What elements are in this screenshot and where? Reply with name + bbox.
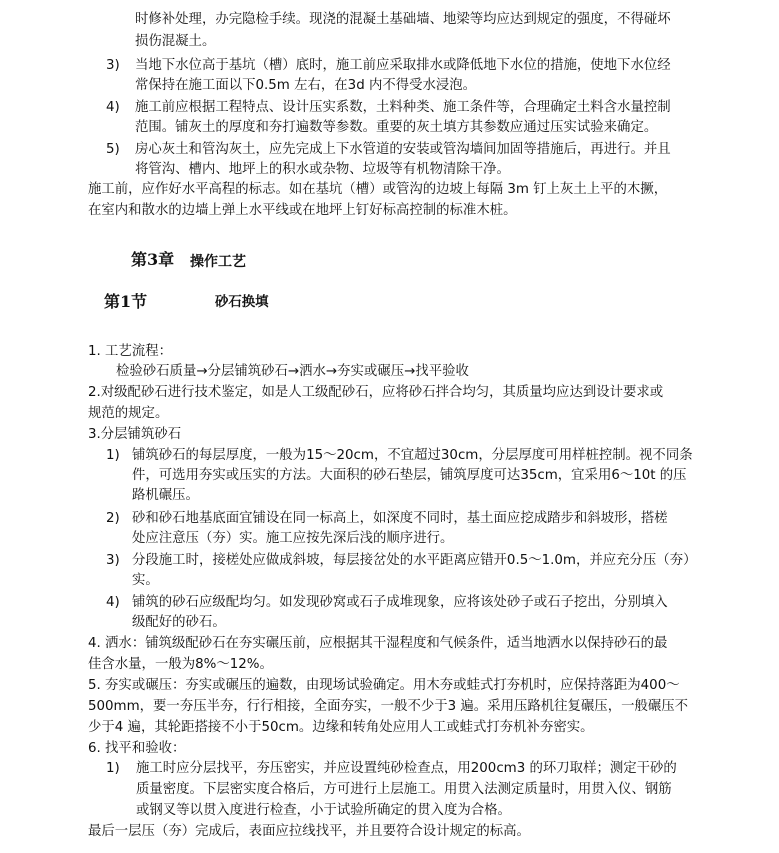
step-3-item-3-line1: 分段施工时，接槎处应做成斜坡，每层接岔处的水平距离应错开0.5～1.0m，并应充分压（夯） bbox=[132, 553, 697, 568]
step-3-item-3-number: 3) bbox=[106, 553, 120, 568]
step-3-item-4-number: 4) bbox=[106, 595, 120, 610]
paragraph-line: 在室内和散水的边墙上弹上水平线或在地坪上钉好标高控制的标准木桩。 bbox=[88, 203, 517, 218]
chapter-number: 第3章 bbox=[131, 250, 175, 269]
closing-line: 最后一层压（夯）完成后，表面应拉线找平，并且要符合设计规定的标高。 bbox=[88, 824, 530, 839]
step-3-item-2-number: 2) bbox=[106, 511, 120, 526]
step-6-heading: 6. 找平和验收： bbox=[88, 741, 186, 756]
step-3-heading: 3.分层铺筑砂石 bbox=[88, 427, 182, 442]
paragraph-line: 施工前，应作好水平高程的标志。如在基坑（槽）或管沟的边坡上每隔 3m 钉上灰土上平的木撅， bbox=[88, 182, 668, 197]
step-5-line2: 500mm，要一夯压半夯，行行相接，全面夯实，一般不少于3 遍。采用压路机往复碾压，一般碾压不 bbox=[88, 699, 689, 714]
list-item-5-line1: 房心灰土和管沟灰土，应先完成上下水管道的安装或管沟墙间加固等措施后，再进行。并且 bbox=[135, 142, 671, 157]
step-2-line2: 规范的规定。 bbox=[88, 406, 169, 421]
section-number: 第1节 bbox=[104, 292, 148, 311]
list-item-2-continued-line2: 损伤混凝土。 bbox=[135, 34, 216, 49]
list-item-3-line2: 常保持在施工面以下0.5m 左右，在3d 内不得受水浸泡。 bbox=[135, 78, 477, 93]
step-1-heading: 1. 工艺流程： bbox=[88, 344, 172, 359]
list-item-5-number: 5) bbox=[106, 142, 120, 157]
list-item-3-number: 3) bbox=[106, 58, 120, 73]
step-3-item-1-line2: 件，可选用夯实或压实的方法。大面积的砂石垫层，铺筑厚度可达35cm，宜采用6～10t 的压 bbox=[132, 468, 687, 483]
list-item-5-line2: 将管沟、槽内、地坪上的积水或杂物、垃圾等有机物清除干净。 bbox=[135, 162, 510, 177]
step-3-item-2-line2: 处应注意压（夯）实。施工应按先深后浅的顺序进行。 bbox=[132, 531, 454, 546]
step-3-item-4-line2: 级配好的砂石。 bbox=[132, 615, 226, 630]
step-3-item-1-line1: 铺筑砂石的每层厚度，一般为15～20cm，不宜超过30cm，分层厚度可用样桩控制。视不同条 bbox=[132, 448, 693, 463]
step-4-line1: 4. 洒水：铺筑级配砂石在夯实碾压前，应根据其干湿程度和气候条件，适当地洒水以保持砂石的最 bbox=[88, 636, 668, 651]
step-6-item-1-line3: 或钢叉等以贯入度进行检查，小于试验所确定的贯入度为合格。 bbox=[136, 803, 511, 818]
step-4-line2: 佳含水量，一般为8%～12%。 bbox=[88, 657, 273, 672]
step-3-item-1-line3: 路机碾压。 bbox=[132, 488, 199, 503]
list-item-2-continued: 时修补处理，办完隐检手续。现浇的混凝土基础墙、地梁等均应达到规定的强度，不得碰坏 bbox=[135, 12, 671, 27]
step-6-item-1-line1: 施工时应分层找平，夯压密实，并应设置纯砂检查点，用200cm3 的环刀取样；测定干砂的 bbox=[136, 761, 677, 776]
section-title: 砂石换填 bbox=[215, 295, 269, 310]
list-item-3-line1: 当地下水位高于基坑（槽）底时，施工前应采取排水或降低地下水位的措施，使地下水位经 bbox=[135, 58, 671, 73]
step-3-item-1-number: 1) bbox=[106, 448, 120, 463]
step-3-item-4-line1: 铺筑的砂石应级配均匀。如发现砂窝或石子成堆现象，应将该处砂子或石子挖出，分别填入 bbox=[132, 595, 668, 610]
process-flow: 检验砂石质量→分层铺筑砂石→洒水→夯实或碾压→找平验收 bbox=[116, 364, 469, 379]
step-5-line3: 少于4 遍，其轮距搭接不小于50cm。边缘和转角处应用人工或蛙式打夯机补夯密实。 bbox=[88, 720, 594, 735]
step-5-line1: 5. 夯实或碾压：夯实或碾压的遍数，由现场试验确定。用木夯或蛙式打夯机时，应保持落距为400～ bbox=[88, 678, 680, 693]
step-3-item-3-line2: 实。 bbox=[132, 573, 159, 588]
list-item-4-line1: 施工前应根据工程特点、设计压实系数，土料种类、施工条件等，合理确定土料含水量控制 bbox=[135, 100, 671, 115]
chapter-title: 操作工艺 bbox=[190, 254, 246, 270]
step-3-item-2-line1: 砂和砂石地基底面宜铺设在同一标高上，如深度不同时，基土面应挖成踏步和斜坡形，搭槎 bbox=[132, 511, 668, 526]
list-item-4-line2: 范围。铺灰土的厚度和夯打遍数等参数。重要的灰土填方其参数应通过压实试验来确定。 bbox=[135, 120, 658, 135]
step-6-item-1-line2: 质量密度。下层密实度合格后，方可进行上层施工。用贯入法测定质量时，用贯入仪、钢筋 bbox=[136, 782, 672, 797]
step-6-item-1-number: 1) bbox=[106, 761, 120, 776]
list-item-4-number: 4) bbox=[106, 100, 120, 115]
step-2-line1: 2.对级配砂石进行技术鉴定，如是人工级配砂石，应将砂石拌合均匀，其质量均应达到设计要求或 bbox=[88, 385, 664, 400]
